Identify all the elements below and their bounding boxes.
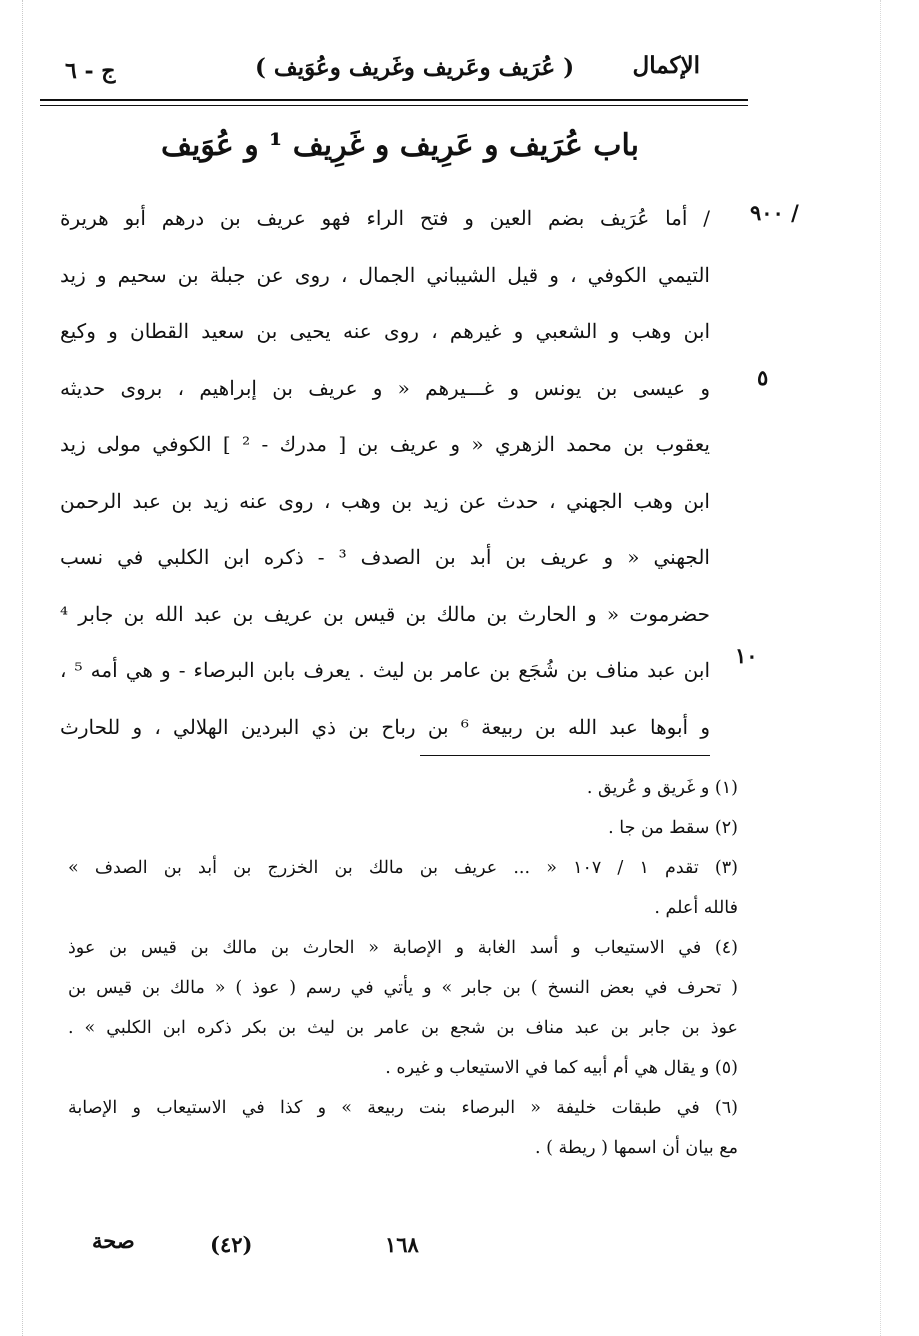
body-line: / أما عُرَيف بضم العين و فتح الراء فهو عريف بن درهم أبو هريرة [60,206,710,230]
body-line: و أبوها عبد الله بن ربيعة ⁶ بن رباح بن ذي البردين الهلالي ، و للحارث [60,714,711,739]
body-line: ابن عبد مناف بن شُجَع بن عامر بن ليث . يعرف بابن البرصاء - و هي أمه ⁵ ، [60,658,711,682]
running-head-book-title: الإكمال [632,52,700,79]
footnote-line: (٤) في الاستيعاب و أسد الغابة و الإصابة « الحارث بن مالك بن قيس بن عوذ [68,938,738,958]
running-head [40,40,740,100]
body-line: و عيسى بن يونس و غـــيرهم « و عريف بن إبراهيم ، بروى حديثه [60,375,710,400]
margin-dotted-line-left [22,0,23,1336]
footnote-line: (٦) في طبقات خليفة « البرصاء بنت ربيعة » و كذا في الاستيعاب و الإصابة [68,1098,738,1118]
footnotes [68,768,738,1168]
line-number-10: ١٠ [735,643,758,668]
body-line: الجهني « و عريف بن أبد بن الصدف ³ - ذكره ابن الكلبي في نسب [60,545,710,569]
main-text [60,190,710,755]
footnote-line: (٢) سقط من جا . [608,818,738,838]
footer-label: صحة [92,1228,135,1253]
header-double-rule [40,99,748,106]
line-number-5: ٥ [757,365,769,390]
footnote-line: (٣) تقدم ١ / ١٠٧ « ... عريف بن مالك بن الخزرج بن أبد بن الصدف » [68,858,738,878]
footnote-line: ( تحرف في بعض النسخ ) بن جابر » و يأتي في رسم ( عوذ ) « مالك بن قيس بن [68,978,738,998]
page-number: ١٦٨ [385,1232,419,1257]
running-head-volume: ج - ٦ [65,58,116,84]
body-line: ابن وهب الجهني ، حدث عن زيد بن وهب ، روى عنه زيد بن عبد الرحمن [60,488,710,513]
footnote-line: مع بيان أن اسمها ( ريطة ) . [535,1138,738,1158]
footnote-separator [420,755,710,756]
entry-number-marker: ٩٠٠ / [750,200,799,225]
signature-mark: (٤٢) [210,1232,253,1257]
running-head-subject: ( عُرَيف وعَريف وغَريف وعُوَيف ) [255,54,575,81]
chapter-title: باب عُرَيف و عَرِيف و غَرِيف ¹ و عُوَيف [160,128,640,163]
footnote-line: (٥) و يقال هي أم أبيه كما في الاستيعاب و غيره . [385,1058,738,1078]
body-line: يعقوب بن محمد الزهري « و عريف بن [ مدرك - ² ] الكوفي مولى زيد [60,432,710,456]
footnote-line: (١) و غَريق و عُريق . [586,778,738,798]
body-line: حضرموت « و الحارث بن مالك بن قيس بن عريف بن عبد الله بن جابر ⁴ [60,601,710,626]
footnote-line: فالله أعلم . [654,898,738,918]
footnote-line: عوذ بن جابر بن عبد مناف بن شجع بن عامر بن ليث بن بكر ذكره ابن الكلبي » . [68,1018,738,1038]
body-line: ابن وهب و الشعبي و غيرهم ، روى عنه يحيى بن سعيد القطان و وكيع [60,319,710,343]
page-footer [0,1228,919,1268]
body-line: التيمي الكوفي ، و قيل الشيباني الجمال ، روى عن جبلة بن سحيم و زيد [60,262,710,287]
margin-dotted-line-right [880,0,881,1336]
